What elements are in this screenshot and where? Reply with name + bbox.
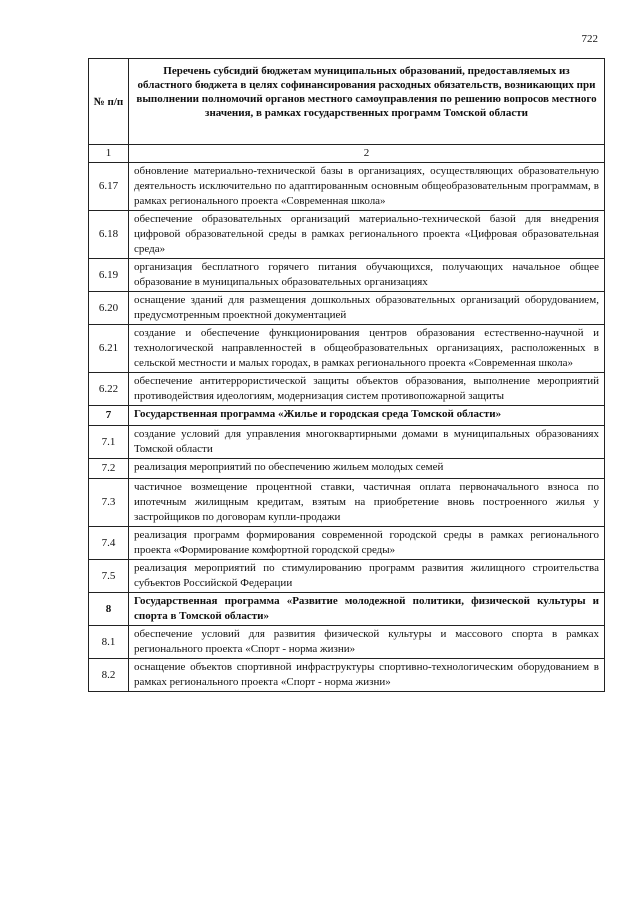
section-row bbox=[89, 406, 605, 426]
row-number: 6.17 bbox=[89, 163, 129, 211]
table-row bbox=[89, 479, 605, 527]
row-description: организация бесплатного горячего питания обучающихся, получающих начальное общее образование в муниципальных образовательных организациях bbox=[129, 259, 605, 292]
section-title: Государственная программа «Жилье и городская среда Томской области» bbox=[129, 406, 605, 426]
table-row bbox=[89, 459, 605, 479]
row-number: 8 bbox=[89, 593, 129, 626]
row-description: оснащение объектов спортивной инфраструктуры спортивно-технологическим оборудованием в рамках регионального проекта «Спорт - норма жизни» bbox=[129, 659, 605, 692]
table-row bbox=[89, 325, 605, 373]
row-number: 7.2 bbox=[89, 459, 129, 479]
table-row bbox=[89, 259, 605, 292]
row-description: создание и обеспечение функционирования центров образования естественно-научной и технологической направленностей в общеобразовательных организациях, расположенных в сельской местности и малых городах, в рамках регионального проекта «Современная школа» bbox=[129, 325, 605, 373]
subsidies-table bbox=[88, 58, 605, 692]
column-number-1: 1 bbox=[89, 145, 129, 163]
section-row bbox=[89, 593, 605, 626]
row-description: частичное возмещение процентной ставки, частичная оплата первоначального взноса по ипотечным жилищным кредитам, взятым на приобретение вновь построенного жилья у застройщиков по договорам купли-продажи bbox=[129, 479, 605, 527]
row-number: 6.21 bbox=[89, 325, 129, 373]
row-number: 8.2 bbox=[89, 659, 129, 692]
table-row bbox=[89, 527, 605, 560]
header-number-cell: № п/п bbox=[89, 59, 129, 145]
row-number: 8.1 bbox=[89, 626, 129, 659]
row-description: создание условий для управления многоквартирными домами в муниципальных образованиях Томской области bbox=[129, 426, 605, 459]
row-description: обеспечение условий для развития физической культуры и массового спорта в рамках регионального проекта «Спорт - норма жизни» bbox=[129, 626, 605, 659]
row-description: обеспечение антитеррористической защиты объектов образования, выполнение мероприятий противодействия идеологиям, модернизация систем противопожарной защиты bbox=[129, 373, 605, 406]
row-number: 6.20 bbox=[89, 292, 129, 325]
row-description: реализация мероприятий по обеспечению жильем молодых семей bbox=[129, 459, 605, 479]
table-row bbox=[89, 163, 605, 211]
row-description: реализация программ формирования современной городской среды в рамках регионального проекта «Формирование комфортной городской среды» bbox=[129, 527, 605, 560]
row-number: 6.22 bbox=[89, 373, 129, 406]
page-number: 722 bbox=[581, 33, 598, 45]
column-number-2: 2 bbox=[129, 145, 605, 163]
row-number: 6.18 bbox=[89, 211, 129, 259]
table-row bbox=[89, 211, 605, 259]
section-title: Государственная программа «Развитие молодежной политики, физической культуры и спорта в Томской области» bbox=[129, 593, 605, 626]
row-description: обеспечение образовательных организаций материально-технической базой для внедрения цифровой образовательной среды в рамках регионального проекта «Цифровая образовательная среда» bbox=[129, 211, 605, 259]
row-number: 7.4 bbox=[89, 527, 129, 560]
table-row bbox=[89, 659, 605, 692]
row-description: обновление материально-технической базы в организациях, осуществляющих образовательную деятельность исключительно по адаптированным основным общеобразовательным программам, в рамках регионального проекта «Современная школа» bbox=[129, 163, 605, 211]
row-number: 6.19 bbox=[89, 259, 129, 292]
row-number: 7.3 bbox=[89, 479, 129, 527]
table-row bbox=[89, 426, 605, 459]
header-description-cell: Перечень субсидий бюджетам муниципальных образований, предоставляемых из областного бюджета в целях софинансирования расходных обязательств, возникающих при выполнении полномочий органов местного самоуправления по решению вопросов местного значения, в рамках государственных программ Томской области bbox=[129, 59, 605, 145]
table-row bbox=[89, 292, 605, 325]
row-number: 7 bbox=[89, 406, 129, 426]
column-numbers-row bbox=[89, 145, 605, 163]
table-header-row bbox=[89, 59, 605, 145]
table-row bbox=[89, 373, 605, 406]
row-number: 7.5 bbox=[89, 560, 129, 593]
row-number: 7.1 bbox=[89, 426, 129, 459]
table-row bbox=[89, 626, 605, 659]
row-description: реализация мероприятий по стимулированию программ развития жилищного строительства субъектов Российской Федерации bbox=[129, 560, 605, 593]
row-description: оснащение зданий для размещения дошкольных образовательных организаций оборудованием, предусмотренным проектной документацией bbox=[129, 292, 605, 325]
table-row bbox=[89, 560, 605, 593]
